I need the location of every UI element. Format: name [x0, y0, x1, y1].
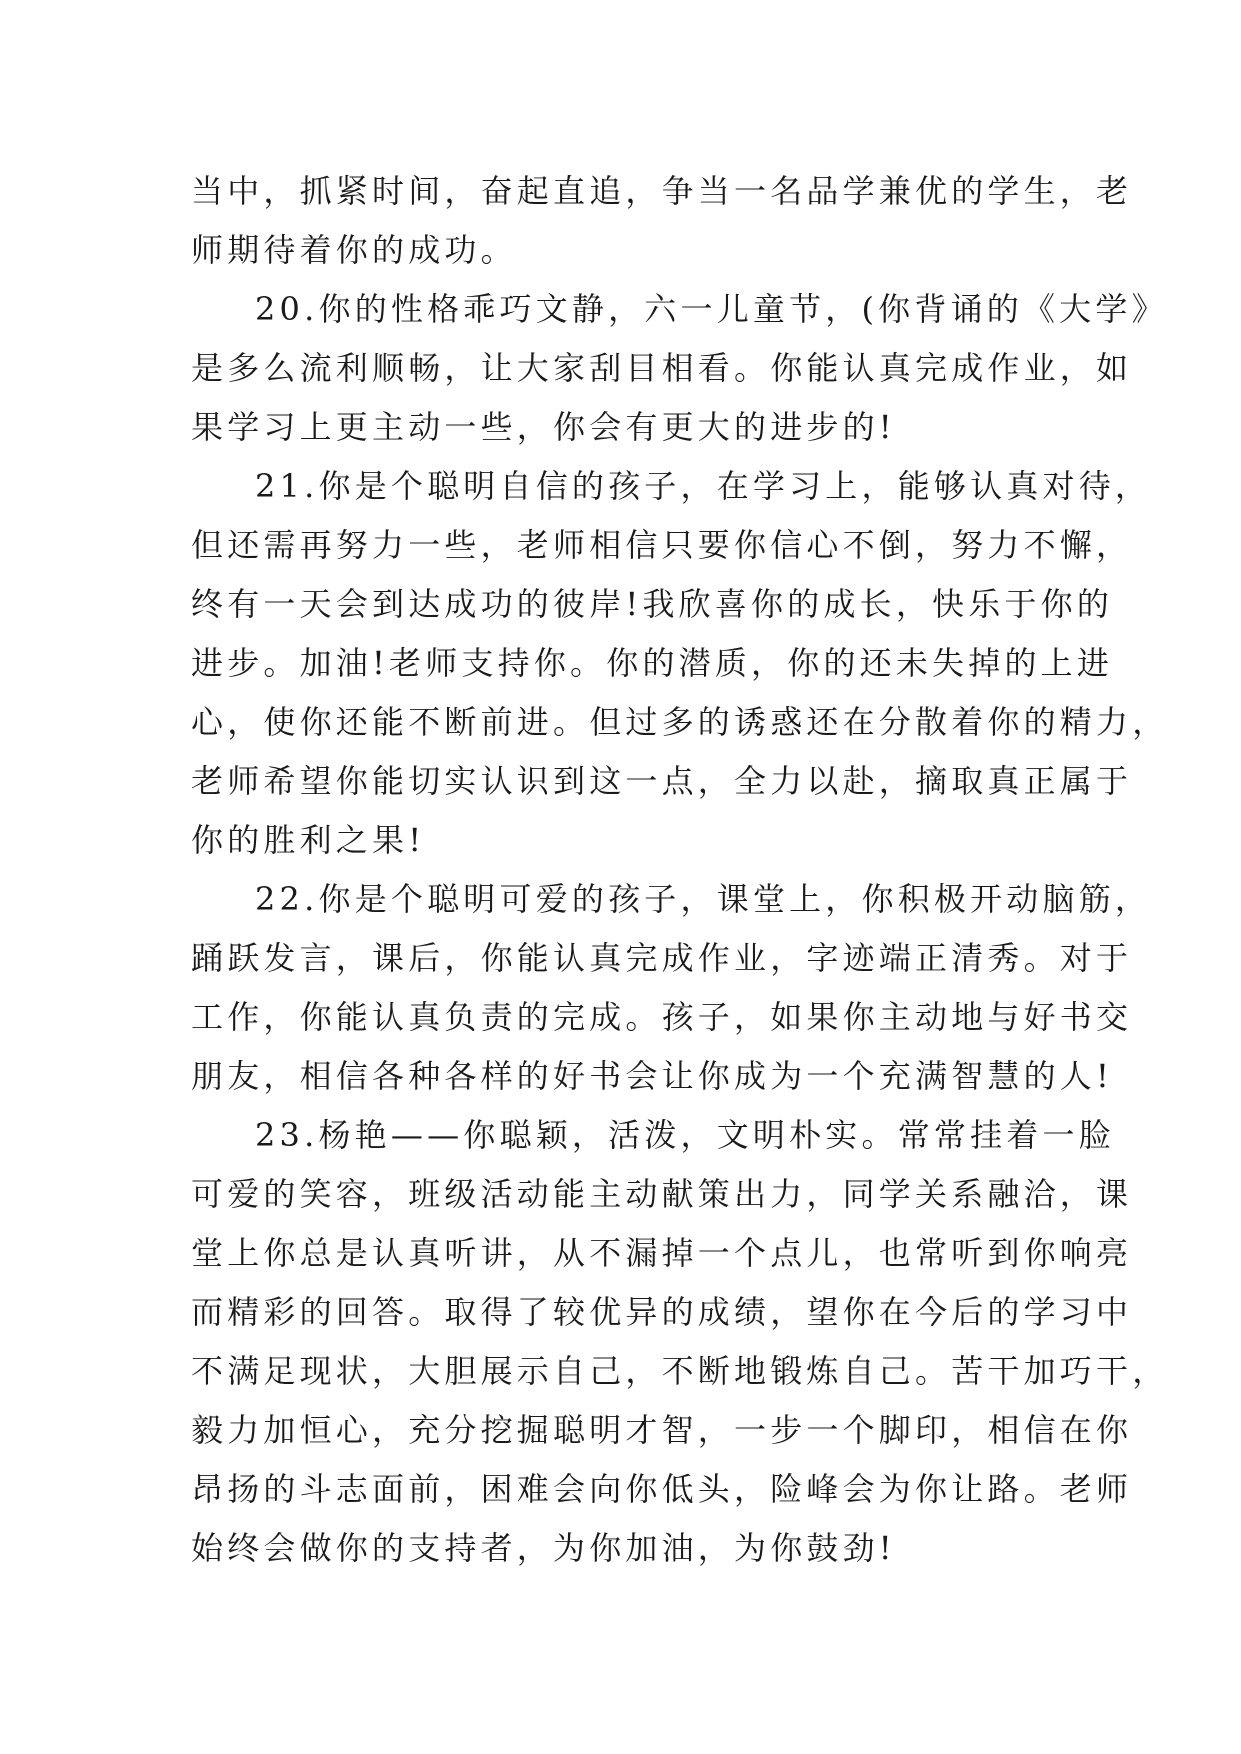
- text-line: 是多么流利顺畅，让大家刮目相看。你能认真完成作业，如: [191, 349, 1133, 387]
- text-line: 不满足现状，大胆展示自己，不断地锻炼自己。苦干加巧干，: [191, 1352, 1169, 1390]
- text-line: 老师希望你能切实认识到这一点，全力以赴，摘取真正属于: [191, 762, 1133, 800]
- text-line: 可爱的笑容，班级活动能主动献策出力，同学关系融洽，课: [191, 1175, 1133, 1213]
- text-line: 终有一天会到达成功的彼岸!我欣喜你的成长，快乐于你的: [191, 585, 1114, 623]
- text-line: 心，使你还能不断前进。但过多的诱惑还在分散着你的精力，: [191, 703, 1169, 741]
- text-line: 工作，你能认真负责的完成。孩子，如果你主动地与好书交: [191, 998, 1133, 1036]
- text-line: 朋友，相信各种各样的好书会让你成为一个充满智慧的人!: [191, 1057, 1114, 1095]
- paragraph-first-line: 22.你是个聪明可爱的孩子，课堂上，你积极开动脑筋，: [255, 880, 1152, 918]
- paragraph-first-line: 23.杨艳——你聪颖，活泼，文明朴实。常常挂着一脸: [255, 1116, 1115, 1154]
- text-line: 而精彩的回答。取得了较优异的成绩，望你在今后的学习中: [191, 1293, 1133, 1331]
- paragraph-first-line: 20.你的性格乖巧文静，六一儿童节，(你背诵的《大学》: [255, 290, 1168, 328]
- text-line: 但还需再努力一些，老师相信只要你信心不倒，努力不懈，: [191, 526, 1133, 564]
- document-body: [191, 162, 1169, 1578]
- text-line: 踊跃发言，课后，你能认真完成作业，字迹端正清秀。对于: [191, 939, 1133, 977]
- text-line: 始终会做你的支持者，为你加油，为你鼓劲!: [191, 1529, 896, 1567]
- text-line: 毅力加恒心，充分挖掘聪明才智，一步一个脚印，相信在你: [191, 1411, 1133, 1449]
- paragraph-first-line: 21.你是个聪明自信的孩子，在学习上，能够认真对待，: [255, 467, 1152, 505]
- text-line: 师期待着你的成功。: [191, 231, 517, 269]
- text-line: 堂上你总是认真听讲，从不漏掉一个点儿，也常听到你响亮: [191, 1234, 1133, 1272]
- text-line: 你的胜利之果!: [191, 821, 426, 859]
- text-line: 果学习上更主动一些，你会有更大的进步的!: [191, 408, 896, 446]
- text-line: 当中，抓紧时间，奋起直追，争当一名品学兼优的学生，老: [191, 172, 1133, 210]
- text-line: 昂扬的斗志面前，困难会向你低头，险峰会为你让路。老师: [191, 1470, 1133, 1508]
- text-line: 进步。加油!老师支持你。你的潜质，你的还未失掉的上进: [191, 644, 1114, 682]
